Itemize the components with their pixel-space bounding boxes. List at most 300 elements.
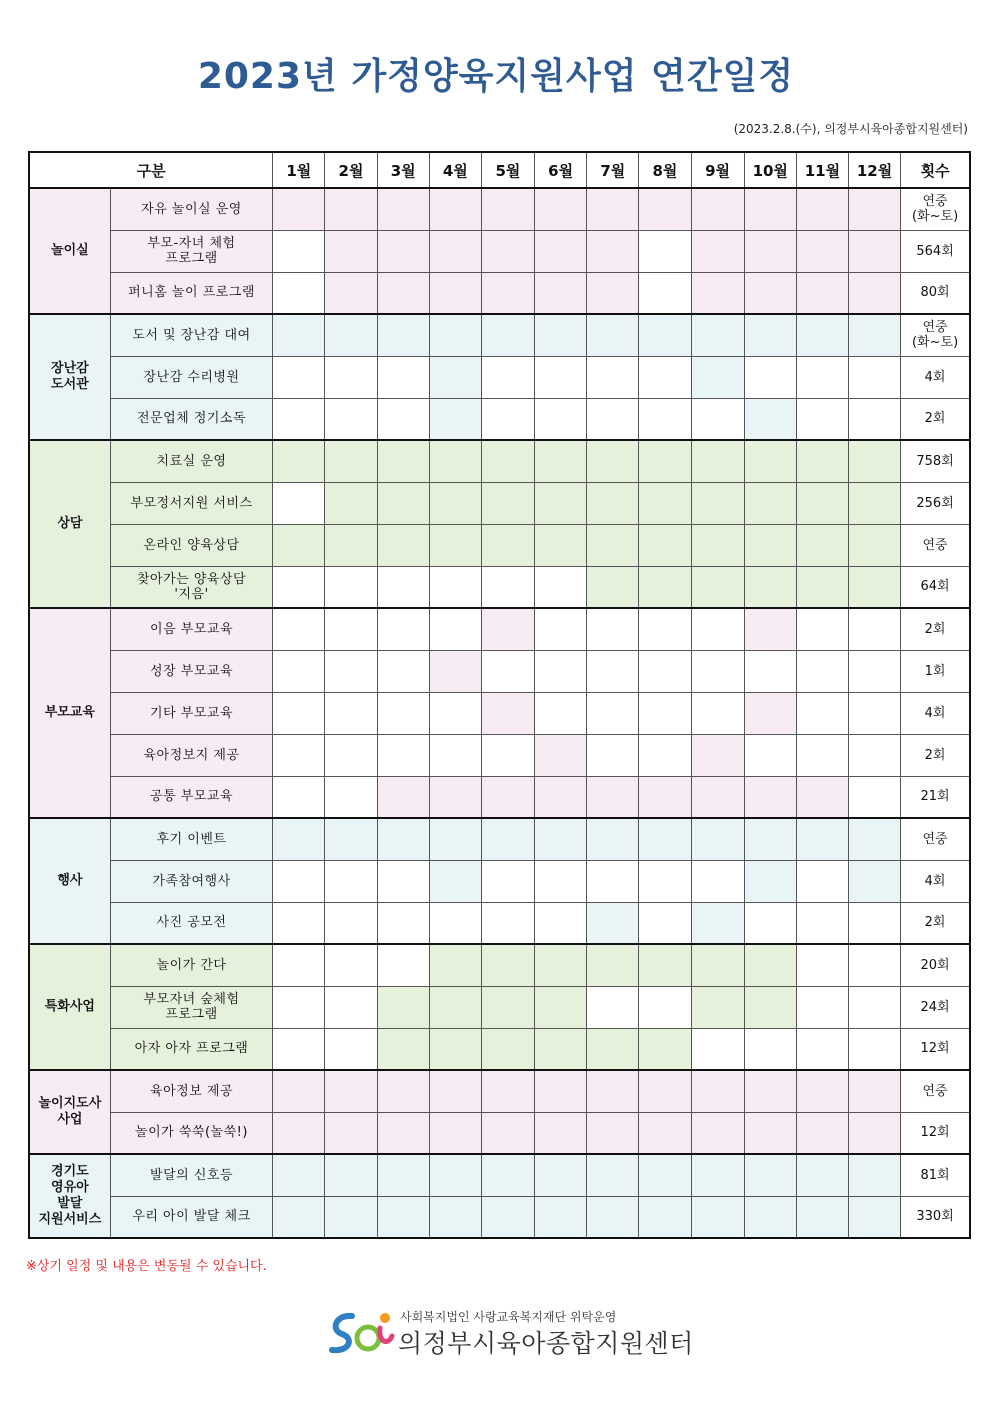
month-cell [273,272,325,314]
category-cell: 상담 [29,440,110,608]
month-cell [796,566,848,608]
month-cell [587,482,639,524]
month-cell [587,902,639,944]
month-cell [481,314,534,356]
month-cell [429,902,481,944]
table-row [29,524,970,566]
table-row [29,902,970,944]
month-cell [535,524,587,566]
month-cell [429,482,481,524]
month-cell [377,776,429,818]
month-cell [691,524,744,566]
month-cell [325,230,377,272]
month-cell [535,776,587,818]
month-cell [744,1154,796,1196]
month-cell [848,440,900,482]
header-month: 8월 [639,152,691,188]
month-cell [587,1112,639,1154]
table-row [29,860,970,902]
month-cell [535,1154,587,1196]
month-cell [848,608,900,650]
table-row [29,1070,970,1112]
table-row [29,986,970,1028]
month-cell [481,1112,534,1154]
month-cell [691,650,744,692]
month-cell [639,482,691,524]
count-cell: 연중 (화~토) [901,188,970,230]
month-cell [273,1070,325,1112]
month-cell [377,188,429,230]
month-cell [535,356,587,398]
month-cell [639,1070,691,1112]
program-name-cell: 놀이가 간다 [110,944,273,986]
month-cell [429,986,481,1028]
header-month: 12월 [848,152,900,188]
month-cell [796,860,848,902]
month-cell [796,734,848,776]
month-cell [429,776,481,818]
month-cell [587,944,639,986]
month-cell [325,902,377,944]
month-cell [429,608,481,650]
month-cell [429,566,481,608]
table-row [29,398,970,440]
count-cell: 2회 [901,398,970,440]
month-cell [639,608,691,650]
month-cell [377,608,429,650]
month-cell [273,1112,325,1154]
month-cell [481,482,534,524]
month-cell [273,314,325,356]
month-cell [429,398,481,440]
count-cell: 연중 [901,1070,970,1112]
month-cell [848,650,900,692]
month-cell [639,986,691,1028]
table-row [29,1154,970,1196]
month-cell [273,776,325,818]
month-cell [744,692,796,734]
month-cell [691,944,744,986]
logo-subtitle: 사회복지법인 사랑교육복지재단 위탁운영 [400,1310,617,1324]
page-title: 2023년 가정양육지원사업 연간일정 [197,56,795,97]
month-cell [377,1196,429,1238]
month-cell [535,692,587,734]
month-cell [848,944,900,986]
header-month: 2월 [325,152,377,188]
month-cell [639,398,691,440]
table-row [29,440,970,482]
month-cell [377,314,429,356]
table-row [29,356,970,398]
program-name-cell: 사진 공모전 [110,902,273,944]
month-cell [273,230,325,272]
month-cell [481,440,534,482]
count-cell: 연중 (화~토) [901,314,970,356]
program-name-cell: 가족참여행사 [110,860,273,902]
month-cell [377,1028,429,1070]
count-cell: 20회 [901,944,970,986]
month-cell [848,1070,900,1112]
category-cell: 놀이지도사 사업 [29,1070,110,1154]
footnote: ※상기 일정 및 내용은 변동될 수 있습니다. [26,1259,267,1274]
month-cell [744,482,796,524]
month-cell [535,986,587,1028]
month-cell [273,440,325,482]
month-cell [796,398,848,440]
month-cell [535,818,587,860]
month-cell [377,902,429,944]
month-cell [848,860,900,902]
month-cell [639,776,691,818]
month-cell [429,230,481,272]
month-cell [796,1112,848,1154]
month-cell [796,440,848,482]
month-cell [639,188,691,230]
month-cell [429,356,481,398]
month-cell [639,902,691,944]
table-row [29,944,970,986]
month-cell [587,566,639,608]
month-cell [429,1028,481,1070]
header-row [29,152,970,188]
month-cell [273,608,325,650]
month-cell [429,734,481,776]
program-name-cell: 성장 부모교육 [110,650,273,692]
month-cell [429,314,481,356]
program-name-cell: 육아정보지 제공 [110,734,273,776]
program-name-cell: 공통 부모교육 [110,776,273,818]
month-cell [587,986,639,1028]
month-cell [744,566,796,608]
program-name-cell: 우리 아이 발달 체크 [110,1196,273,1238]
count-cell: 64회 [901,566,970,608]
month-cell [744,986,796,1028]
month-cell [796,356,848,398]
program-name-cell: 부모정서지원 서비스 [110,482,273,524]
month-cell [325,608,377,650]
month-cell [325,986,377,1028]
month-cell [639,1112,691,1154]
month-cell [377,650,429,692]
month-cell [535,944,587,986]
table-row [29,272,970,314]
program-name-cell: 찾아가는 양육상담 '지음' [110,566,273,608]
program-name-cell: 퍼니홈 놀이 프로그램 [110,272,273,314]
date-note: (2023.2.8.(수), 의정부시육아종합지원센터) [733,122,968,136]
month-cell [744,398,796,440]
month-cell [796,1028,848,1070]
count-cell: 21회 [901,776,970,818]
month-cell [744,524,796,566]
month-cell [273,944,325,986]
month-cell [587,818,639,860]
month-cell [325,818,377,860]
program-name-cell: 기타 부모교육 [110,692,273,734]
count-cell: 758회 [901,440,970,482]
month-cell [377,1070,429,1112]
month-cell [535,1196,587,1238]
table-row [29,692,970,734]
month-cell [429,860,481,902]
month-cell [848,188,900,230]
month-cell [377,482,429,524]
month-cell [848,692,900,734]
month-cell [796,272,848,314]
month-cell [377,230,429,272]
count-cell: 24회 [901,986,970,1028]
month-cell [744,776,796,818]
month-cell [744,1112,796,1154]
month-cell [535,1028,587,1070]
month-cell [796,986,848,1028]
header-month: 9월 [691,152,744,188]
header-month: 10월 [744,152,796,188]
month-cell [325,440,377,482]
month-cell [481,944,534,986]
month-cell [796,230,848,272]
count-cell: 연중 [901,818,970,860]
count-cell: 12회 [901,1028,970,1070]
month-cell [848,1112,900,1154]
month-cell [796,650,848,692]
month-cell [481,1070,534,1112]
month-cell [691,482,744,524]
month-cell [744,1070,796,1112]
month-cell [796,188,848,230]
header-category: 구분 [29,152,273,188]
month-cell [325,1070,377,1112]
month-cell [744,356,796,398]
month-cell [481,188,534,230]
month-cell [377,356,429,398]
header-month: 7월 [587,152,639,188]
month-cell [796,692,848,734]
program-name-cell: 부모-자녀 체험 프로그램 [110,230,273,272]
month-cell [639,692,691,734]
month-cell [744,1196,796,1238]
month-cell [691,188,744,230]
month-cell [535,398,587,440]
month-cell [796,1070,848,1112]
month-cell [377,440,429,482]
schedule-body [29,188,970,1238]
count-cell: 12회 [901,1112,970,1154]
count-cell: 256회 [901,482,970,524]
month-cell [639,356,691,398]
month-cell [325,398,377,440]
month-cell [848,524,900,566]
month-cell [691,692,744,734]
month-cell [848,1154,900,1196]
month-cell [744,944,796,986]
table-row [29,188,970,230]
month-cell [429,188,481,230]
month-cell [481,230,534,272]
month-cell [587,524,639,566]
program-name-cell: 치료실 운영 [110,440,273,482]
month-cell [639,944,691,986]
month-cell [429,1196,481,1238]
program-name-cell: 육아정보 제공 [110,1070,273,1112]
program-name-cell: 자유 놀이실 운영 [110,188,273,230]
month-cell [481,734,534,776]
table-row [29,1112,970,1154]
month-cell [796,524,848,566]
month-cell [429,944,481,986]
month-cell [273,1154,325,1196]
month-cell [691,314,744,356]
count-cell: 330회 [901,1196,970,1238]
month-cell [273,692,325,734]
program-name-cell: 도서 및 장난감 대여 [110,314,273,356]
table-row [29,482,970,524]
program-name-cell: 장난감 수리병원 [110,356,273,398]
month-cell [273,986,325,1028]
month-cell [848,356,900,398]
program-name-cell: 전문업체 정기소독 [110,398,273,440]
program-name-cell: 온라인 양육상담 [110,524,273,566]
header-count: 횟수 [901,152,970,188]
month-cell [273,902,325,944]
month-cell [273,860,325,902]
month-cell [639,524,691,566]
month-cell [481,818,534,860]
month-cell [691,986,744,1028]
count-cell: 연중 [901,524,970,566]
month-cell [481,1196,534,1238]
month-cell [481,692,534,734]
month-cell [273,1028,325,1070]
month-cell [377,986,429,1028]
month-cell [744,734,796,776]
month-cell [481,1028,534,1070]
annual-schedule-table [28,151,971,1239]
program-name-cell: 아자 아자 프로그램 [110,1028,273,1070]
month-cell [429,1070,481,1112]
month-cell [587,188,639,230]
table-row [29,818,970,860]
month-cell [481,608,534,650]
table-row [29,776,970,818]
month-cell [639,1154,691,1196]
month-cell [377,734,429,776]
month-cell [325,482,377,524]
month-cell [639,566,691,608]
month-cell [587,650,639,692]
month-cell [325,314,377,356]
month-cell [744,188,796,230]
month-cell [273,650,325,692]
header-month: 6월 [535,152,587,188]
month-cell [273,482,325,524]
count-cell: 2회 [901,734,970,776]
month-cell [639,860,691,902]
category-cell: 행사 [29,818,110,944]
month-cell [325,734,377,776]
month-cell [481,902,534,944]
table-row [29,734,970,776]
month-cell [848,272,900,314]
month-cell [587,314,639,356]
month-cell [744,902,796,944]
table-row [29,1196,970,1238]
month-cell [639,272,691,314]
month-cell [691,356,744,398]
count-cell: 4회 [901,860,970,902]
month-cell [796,1154,848,1196]
month-cell [639,440,691,482]
month-cell [429,524,481,566]
month-cell [429,1112,481,1154]
month-cell [325,692,377,734]
program-name-cell: 후기 이벤트 [110,818,273,860]
month-cell [535,440,587,482]
month-cell [587,608,639,650]
month-cell [535,566,587,608]
month-cell [325,1112,377,1154]
month-cell [535,314,587,356]
month-cell [848,566,900,608]
header-month: 5월 [481,152,534,188]
month-cell [535,734,587,776]
month-cell [848,818,900,860]
month-cell [744,230,796,272]
month-cell [273,524,325,566]
month-cell [325,776,377,818]
month-cell [744,1028,796,1070]
month-cell [848,230,900,272]
month-cell [273,566,325,608]
month-cell [744,314,796,356]
month-cell [325,272,377,314]
month-cell [325,944,377,986]
table-row [29,230,970,272]
month-cell [587,1070,639,1112]
center-logo-icon [326,1308,396,1356]
month-cell [639,650,691,692]
month-cell [848,482,900,524]
header-month: 1월 [273,152,325,188]
month-cell [691,1112,744,1154]
month-cell [481,272,534,314]
program-name-cell: 이음 부모교육 [110,608,273,650]
month-cell [429,272,481,314]
month-cell [481,860,534,902]
month-cell [848,902,900,944]
month-cell [535,650,587,692]
table-row [29,1028,970,1070]
count-cell: 2회 [901,902,970,944]
count-cell: 4회 [901,692,970,734]
month-cell [744,650,796,692]
month-cell [273,188,325,230]
logo-name: 의정부시육아종합지원센터 [398,1329,694,1358]
month-cell [325,650,377,692]
month-cell [273,734,325,776]
month-cell [639,230,691,272]
month-cell [535,272,587,314]
month-cell [691,440,744,482]
month-cell [481,650,534,692]
count-cell: 81회 [901,1154,970,1196]
month-cell [744,440,796,482]
month-cell [535,1070,587,1112]
month-cell [377,272,429,314]
month-cell [691,1070,744,1112]
month-cell [587,356,639,398]
month-cell [429,440,481,482]
table-row [29,608,970,650]
